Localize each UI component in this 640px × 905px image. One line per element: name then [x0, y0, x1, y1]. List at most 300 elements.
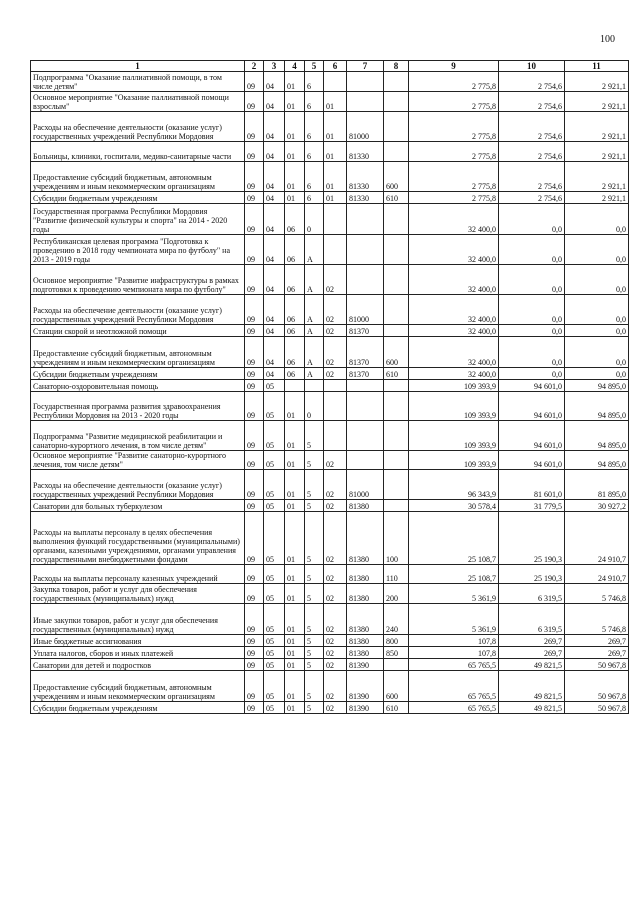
row-name: Санаторно-оздоровительная помощь [31, 380, 245, 392]
code-cell: А [305, 265, 324, 295]
code-cell: 06 [285, 337, 305, 368]
code-cell: 09 [245, 204, 264, 235]
code-cell [384, 470, 409, 500]
column-header: 2 [245, 61, 264, 72]
code-cell: 800 [384, 635, 409, 647]
row-name: Иные закупки товаров, работ и услуг для обеспечения государственных (муниципальных) нужд [31, 604, 245, 635]
code-cell: 01 [324, 142, 347, 162]
page-number: 100 [600, 34, 615, 45]
code-cell: 5 [305, 500, 324, 512]
value-cell: 32 400,0 [409, 337, 499, 368]
code-cell: 09 [245, 584, 264, 604]
row-name: Субсидии бюджетным учреждениям [31, 192, 245, 204]
table-row [31, 470, 629, 500]
code-cell [384, 265, 409, 295]
row-name: Станции скорой и неотложной помощи [31, 325, 245, 337]
code-cell: 81000 [347, 470, 384, 500]
value-cell: 94 895,0 [565, 421, 629, 451]
code-cell: 09 [245, 295, 264, 325]
value-cell: 2 921,1 [565, 162, 629, 192]
code-cell: 02 [324, 500, 347, 512]
value-cell: 94 601,0 [499, 451, 565, 470]
value-cell: 2 775,8 [409, 112, 499, 142]
code-cell: 09 [245, 325, 264, 337]
value-cell: 6 319,5 [499, 584, 565, 604]
value-cell: 2 754,6 [499, 92, 565, 112]
code-cell: 0 [305, 204, 324, 235]
value-cell: 24 910,7 [565, 565, 629, 584]
value-cell: 32 400,0 [409, 235, 499, 265]
code-cell: 02 [324, 265, 347, 295]
code-cell: 02 [324, 451, 347, 470]
code-cell: 06 [285, 295, 305, 325]
value-cell: 5 746,8 [565, 584, 629, 604]
code-cell: 09 [245, 647, 264, 659]
value-cell: 0,0 [565, 265, 629, 295]
row-name: Основное мероприятие "Развитие санаторно-курортного лечения, том числе детям" [31, 451, 245, 470]
code-cell: 01 [285, 392, 305, 421]
header-row [31, 61, 629, 72]
code-cell: 81380 [347, 500, 384, 512]
table-row [31, 565, 629, 584]
value-cell: 50 967,8 [565, 702, 629, 714]
row-name: Санатории для детей и подростков [31, 659, 245, 671]
code-cell: 01 [285, 647, 305, 659]
code-cell: 5 [305, 604, 324, 635]
code-cell: 6 [305, 72, 324, 92]
code-cell: 81000 [347, 112, 384, 142]
value-cell: 96 343,9 [409, 470, 499, 500]
value-cell: 65 765,5 [409, 702, 499, 714]
code-cell: 81390 [347, 671, 384, 702]
code-cell: 04 [264, 192, 285, 204]
code-cell: 81330 [347, 142, 384, 162]
value-cell: 0,0 [499, 337, 565, 368]
row-name: Государственная программа развития здравоохранения Республики Мордовия на 2013 - 2020 годы [31, 392, 245, 421]
code-cell [347, 380, 384, 392]
code-cell: 01 [285, 421, 305, 451]
table-row [31, 295, 629, 325]
table-row [31, 392, 629, 421]
row-name: Основное мероприятие "Развитие инфраструктуры в рамках подготовки к проведению чемпионата мира по футболу" [31, 265, 245, 295]
code-cell [324, 204, 347, 235]
table-row [31, 671, 629, 702]
code-cell [384, 72, 409, 92]
table-body [31, 72, 629, 714]
value-cell: 25 108,7 [409, 512, 499, 565]
code-cell: 6 [305, 142, 324, 162]
code-cell: 06 [285, 325, 305, 337]
code-cell [347, 421, 384, 451]
code-cell: 06 [285, 235, 305, 265]
code-cell: 09 [245, 392, 264, 421]
code-cell: 09 [245, 470, 264, 500]
value-cell: 2 921,1 [565, 192, 629, 204]
value-cell: 269,7 [499, 635, 565, 647]
value-cell: 25 108,7 [409, 565, 499, 584]
code-cell: 04 [264, 92, 285, 112]
code-cell: 240 [384, 604, 409, 635]
table-row [31, 451, 629, 470]
code-cell: 01 [285, 584, 305, 604]
code-cell: 09 [245, 671, 264, 702]
code-cell: 09 [245, 92, 264, 112]
code-cell: 01 [324, 192, 347, 204]
code-cell [384, 204, 409, 235]
value-cell: 2 775,8 [409, 72, 499, 92]
row-name: Субсидии бюджетным учреждениям [31, 702, 245, 714]
code-cell: 04 [264, 204, 285, 235]
code-cell [285, 380, 305, 392]
code-cell: 610 [384, 192, 409, 204]
code-cell: 02 [324, 325, 347, 337]
code-cell: 5 [305, 512, 324, 565]
code-cell: 04 [264, 295, 285, 325]
row-name: Подпрограмма "Развитие медицинской реабилитации и санаторно-курортного лечения, в том числе детям" [31, 421, 245, 451]
code-cell: 01 [285, 112, 305, 142]
code-cell: 5 [305, 635, 324, 647]
code-cell: 01 [285, 162, 305, 192]
code-cell: 05 [264, 659, 285, 671]
value-cell: 2 754,6 [499, 142, 565, 162]
column-header: 7 [347, 61, 384, 72]
code-cell: 6 [305, 192, 324, 204]
code-cell [347, 235, 384, 265]
code-cell: А [305, 325, 324, 337]
value-cell: 2 754,6 [499, 112, 565, 142]
code-cell: А [305, 235, 324, 265]
code-cell: 02 [324, 368, 347, 380]
code-cell: 02 [324, 604, 347, 635]
code-cell: 05 [264, 604, 285, 635]
code-cell: 81370 [347, 337, 384, 368]
code-cell: 04 [264, 325, 285, 337]
code-cell: 05 [264, 470, 285, 500]
value-cell: 50 967,8 [565, 671, 629, 702]
code-cell [305, 380, 324, 392]
code-cell: 01 [285, 565, 305, 584]
code-cell: 09 [245, 112, 264, 142]
code-cell: 09 [245, 702, 264, 714]
code-cell: 09 [245, 72, 264, 92]
value-cell: 2 775,8 [409, 162, 499, 192]
code-cell: А [305, 337, 324, 368]
code-cell [324, 421, 347, 451]
row-name: Расходы на обеспечение деятельности (оказание услуг) государственных учреждений Республики Мордовия [31, 295, 245, 325]
code-cell: 01 [285, 470, 305, 500]
value-cell: 94 601,0 [499, 392, 565, 421]
code-cell: 02 [324, 671, 347, 702]
code-cell: 02 [324, 647, 347, 659]
value-cell: 25 190,3 [499, 512, 565, 565]
code-cell: 05 [264, 380, 285, 392]
row-name: Больницы, клиники, госпитали, медико-санитарные части [31, 142, 245, 162]
value-cell: 49 821,5 [499, 671, 565, 702]
table-row [31, 604, 629, 635]
code-cell: 01 [285, 671, 305, 702]
code-cell: 01 [285, 604, 305, 635]
code-cell: 09 [245, 500, 264, 512]
code-cell [384, 500, 409, 512]
code-cell [384, 451, 409, 470]
column-header: 5 [305, 61, 324, 72]
code-cell: 600 [384, 671, 409, 702]
code-cell: 81370 [347, 368, 384, 380]
column-header: 6 [324, 61, 347, 72]
code-cell: 81370 [347, 325, 384, 337]
value-cell: 30 927,2 [565, 500, 629, 512]
code-cell: 09 [245, 368, 264, 380]
code-cell: 81380 [347, 647, 384, 659]
code-cell: 09 [245, 565, 264, 584]
code-cell: 100 [384, 512, 409, 565]
value-cell: 31 779,5 [499, 500, 565, 512]
code-cell: 09 [245, 659, 264, 671]
code-cell: 5 [305, 421, 324, 451]
code-cell: 04 [264, 112, 285, 142]
value-cell: 49 821,5 [499, 659, 565, 671]
value-cell: 24 910,7 [565, 512, 629, 565]
code-cell: 09 [245, 265, 264, 295]
code-cell [384, 421, 409, 451]
code-cell: 81390 [347, 659, 384, 671]
code-cell: 01 [285, 92, 305, 112]
value-cell: 0,0 [565, 235, 629, 265]
code-cell: 610 [384, 368, 409, 380]
value-cell: 5 361,9 [409, 604, 499, 635]
value-cell: 2 775,8 [409, 142, 499, 162]
value-cell: 2 775,8 [409, 92, 499, 112]
value-cell: 32 400,0 [409, 325, 499, 337]
code-cell: 05 [264, 584, 285, 604]
value-cell: 0,0 [499, 265, 565, 295]
code-cell: 02 [324, 702, 347, 714]
value-cell: 30 578,4 [409, 500, 499, 512]
column-header: 11 [565, 61, 629, 72]
code-cell: 5 [305, 584, 324, 604]
row-name: Санатории для больных туберкулезом [31, 500, 245, 512]
value-cell: 32 400,0 [409, 368, 499, 380]
code-cell: 05 [264, 671, 285, 702]
value-cell: 109 393,9 [409, 421, 499, 451]
code-cell: 81380 [347, 635, 384, 647]
table-row [31, 162, 629, 192]
code-cell: 09 [245, 421, 264, 451]
code-cell: 09 [245, 512, 264, 565]
code-cell: 05 [264, 647, 285, 659]
value-cell: 5 746,8 [565, 604, 629, 635]
code-cell [347, 92, 384, 112]
code-cell: 81390 [347, 702, 384, 714]
code-cell: 05 [264, 392, 285, 421]
code-cell [384, 142, 409, 162]
column-header: 8 [384, 61, 409, 72]
row-name: Основное мероприятие "Оказание паллиативной помощи взрослым" [31, 92, 245, 112]
value-cell: 109 393,9 [409, 451, 499, 470]
value-cell: 25 190,3 [499, 565, 565, 584]
code-cell: 09 [245, 337, 264, 368]
code-cell: 04 [264, 142, 285, 162]
code-cell: 02 [324, 584, 347, 604]
value-cell: 2 754,6 [499, 72, 565, 92]
table-row [31, 380, 629, 392]
code-cell: 600 [384, 162, 409, 192]
code-cell: 81380 [347, 512, 384, 565]
code-cell [384, 392, 409, 421]
code-cell: 02 [324, 512, 347, 565]
value-cell: 6 319,5 [499, 604, 565, 635]
code-cell [347, 451, 384, 470]
code-cell: 5 [305, 565, 324, 584]
value-cell: 81 601,0 [499, 470, 565, 500]
code-cell [347, 265, 384, 295]
value-cell: 0,0 [499, 204, 565, 235]
code-cell: 02 [324, 565, 347, 584]
code-cell: 6 [305, 162, 324, 192]
code-cell: 5 [305, 671, 324, 702]
code-cell [384, 112, 409, 142]
code-cell: 01 [324, 162, 347, 192]
code-cell: 01 [285, 451, 305, 470]
value-cell: 94 895,0 [565, 380, 629, 392]
code-cell: 05 [264, 451, 285, 470]
code-cell: 05 [264, 512, 285, 565]
code-cell: 05 [264, 702, 285, 714]
code-cell [384, 380, 409, 392]
code-cell [324, 392, 347, 421]
code-cell: 05 [264, 421, 285, 451]
value-cell: 109 393,9 [409, 392, 499, 421]
table-row [31, 235, 629, 265]
table-row [31, 92, 629, 112]
code-cell: 04 [264, 235, 285, 265]
value-cell: 65 765,5 [409, 659, 499, 671]
value-cell: 49 821,5 [499, 702, 565, 714]
code-cell: 200 [384, 584, 409, 604]
code-cell: 09 [245, 451, 264, 470]
code-cell: А [305, 295, 324, 325]
code-cell: 01 [285, 72, 305, 92]
code-cell: 01 [285, 500, 305, 512]
row-name: Закупка товаров, работ и услуг для обеспечения государственных (муниципальных) нужд [31, 584, 245, 604]
code-cell: 850 [384, 647, 409, 659]
value-cell: 50 967,8 [565, 659, 629, 671]
value-cell: 0,0 [565, 204, 629, 235]
code-cell: 01 [285, 192, 305, 204]
table-row [31, 325, 629, 337]
value-cell: 0,0 [499, 295, 565, 325]
value-cell: 32 400,0 [409, 265, 499, 295]
row-name: Субсидии бюджетным учреждениям [31, 368, 245, 380]
value-cell: 2 921,1 [565, 92, 629, 112]
table-row [31, 192, 629, 204]
value-cell: 269,7 [565, 635, 629, 647]
code-cell: 01 [285, 702, 305, 714]
value-cell: 32 400,0 [409, 295, 499, 325]
row-name: Предоставление субсидий бюджетным, автономным учреждениям и иным некоммерческим организациям [31, 337, 245, 368]
value-cell: 32 400,0 [409, 204, 499, 235]
table-row [31, 659, 629, 671]
row-name: Расходы на обеспечение деятельности (оказание услуг) государственных учреждений Республики Мордовия [31, 112, 245, 142]
value-cell: 0,0 [499, 325, 565, 337]
value-cell: 0,0 [499, 368, 565, 380]
row-name: Расходы на обеспечение деятельности (оказание услуг) государственных учреждений Республики Мордовия [31, 470, 245, 500]
code-cell: 06 [285, 265, 305, 295]
code-cell: 02 [324, 295, 347, 325]
value-cell: 0,0 [565, 325, 629, 337]
code-cell: 06 [285, 204, 305, 235]
code-cell [384, 659, 409, 671]
table-row [31, 72, 629, 92]
value-cell: 2 775,8 [409, 192, 499, 204]
table-row [31, 500, 629, 512]
value-cell: 94 895,0 [565, 451, 629, 470]
value-cell: 0,0 [499, 235, 565, 265]
value-cell: 107,8 [409, 647, 499, 659]
table-row [31, 647, 629, 659]
code-cell: 01 [285, 512, 305, 565]
code-cell [384, 295, 409, 325]
code-cell: 5 [305, 647, 324, 659]
value-cell: 107,8 [409, 635, 499, 647]
table-row [31, 204, 629, 235]
code-cell: 06 [285, 368, 305, 380]
table-row [31, 142, 629, 162]
value-cell: 269,7 [499, 647, 565, 659]
column-header: 4 [285, 61, 305, 72]
value-cell: 65 765,5 [409, 671, 499, 702]
code-cell [324, 380, 347, 392]
code-cell [324, 235, 347, 265]
code-cell: 5 [305, 470, 324, 500]
row-name: Предоставление субсидий бюджетным, автономным учреждениям и иным некоммерческим организациям [31, 162, 245, 192]
code-cell: 04 [264, 265, 285, 295]
code-cell: А [305, 368, 324, 380]
code-cell: 6 [305, 92, 324, 112]
row-name: Расходы на выплаты персоналу казенных учреждений [31, 565, 245, 584]
row-name: Предоставление субсидий бюджетным, автономным учреждениям и иным некоммерческим организациям [31, 671, 245, 702]
table-row [31, 512, 629, 565]
code-cell: 05 [264, 500, 285, 512]
column-header: 10 [499, 61, 565, 72]
code-cell: 04 [264, 72, 285, 92]
row-name: Расходы на выплаты персоналу в целях обеспечения выполнения функций государственными (муниципальными) органами, казенными учреждениями, органами управления государственными внебюджетными фондами [31, 512, 245, 565]
table-row [31, 635, 629, 647]
value-cell: 0,0 [565, 295, 629, 325]
code-cell: 09 [245, 235, 264, 265]
code-cell: 04 [264, 337, 285, 368]
code-cell: 0 [305, 392, 324, 421]
code-cell: 01 [285, 659, 305, 671]
code-cell: 01 [285, 142, 305, 162]
value-cell: 2 754,6 [499, 192, 565, 204]
row-name: Государственная программа Республики Мордовия "Развитие физической культуры и спорта" на 2014 - 2020 годы [31, 204, 245, 235]
code-cell: 5 [305, 702, 324, 714]
code-cell [384, 235, 409, 265]
row-name: Иные бюджетные ассигнования [31, 635, 245, 647]
code-cell [347, 72, 384, 92]
code-cell: 01 [285, 635, 305, 647]
column-header: 1 [31, 61, 245, 72]
code-cell: 5 [305, 451, 324, 470]
value-cell: 0,0 [565, 368, 629, 380]
code-cell: 09 [245, 635, 264, 647]
table-row [31, 702, 629, 714]
code-cell: 04 [264, 368, 285, 380]
code-cell: 81380 [347, 565, 384, 584]
value-cell: 2 921,1 [565, 72, 629, 92]
code-cell: 81000 [347, 295, 384, 325]
